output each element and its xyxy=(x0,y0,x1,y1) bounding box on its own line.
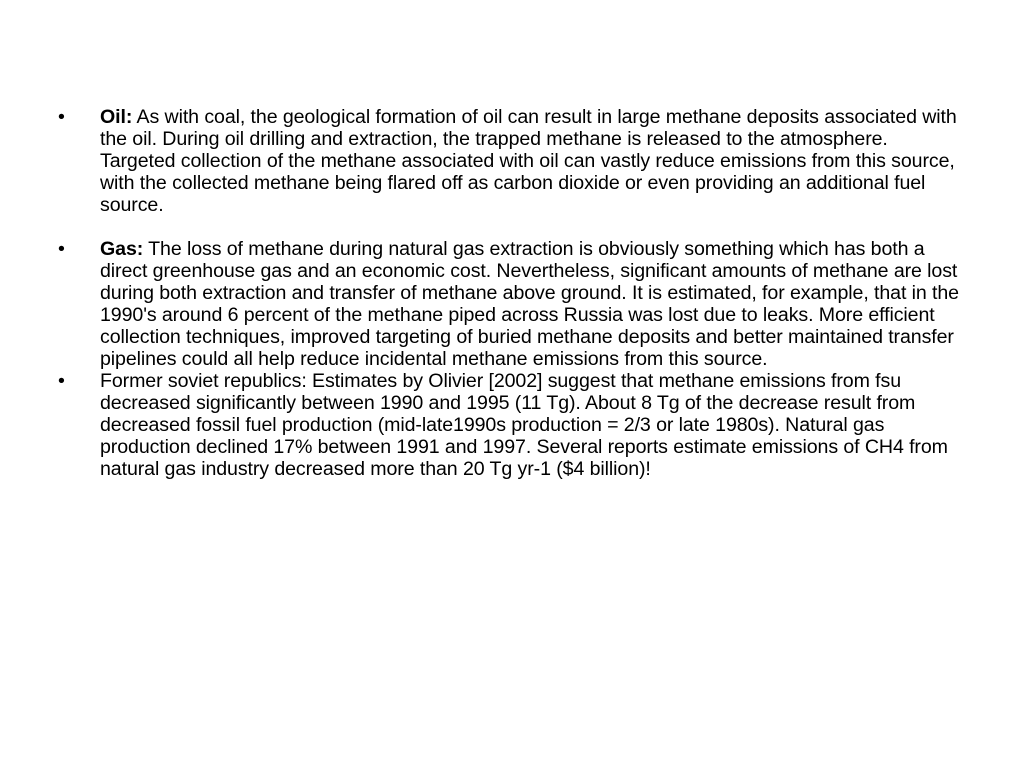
bullet-oil-heading: Oil: xyxy=(100,106,133,128)
bullet-dot-icon: • xyxy=(58,106,65,128)
bullet-oil-text xyxy=(100,106,968,216)
bullet-dot-icon: • xyxy=(58,238,65,260)
bullet-oil xyxy=(58,106,968,216)
bullet-fsu-text: Former soviet republics: Estimates by Olivier [2002] suggest that methane emissions from fsu decreased significantly between 1990 and 1995 (11 Tg). About 8 Tg of the decrease result from decreased fossil fuel production (mid-late1990s production = 2/3 or late 1980s). Natural gas production declined 17% between 1991 and 1997. Several reports estimate emissions of CH4 from natural gas industry decreased more than 20 Tg yr-1 ($4 billion)! xyxy=(100,370,948,480)
bullet-fsu xyxy=(58,370,968,480)
bullet-gas-text xyxy=(100,238,968,370)
bullet-oil-body: As with coal, the geological formation of oil can result in large methane deposits associated with the oil. During oil drilling and extraction, the trapped methane is released to the atmosphere. Targeted collection of the methane associated with oil can vastly reduce emissions from this source, with the collected methane being flared off as carbon dioxide or even providing an additional fuel source. xyxy=(100,106,957,216)
bullet-gas xyxy=(58,238,968,370)
bullet-list xyxy=(58,106,968,480)
bullet-dot-icon: • xyxy=(58,370,65,392)
bullet-gas-heading: Gas: xyxy=(100,238,144,260)
bullet-gas-body: The loss of methane during natural gas extraction is obviously something which has both a direct greenhouse gas and an economic cost. Nevertheless, significant amounts of methane are lost during both extraction and transfer of methane above ground. It is estimated, for example, that in the 1990's around 6 percent of the methane piped across Russia was lost due to leaks. More efficient collection techniques, improved targeting of buried methane deposits and better maintained transfer pipelines could all help reduce incidental methane emissions from this source. xyxy=(100,238,959,370)
